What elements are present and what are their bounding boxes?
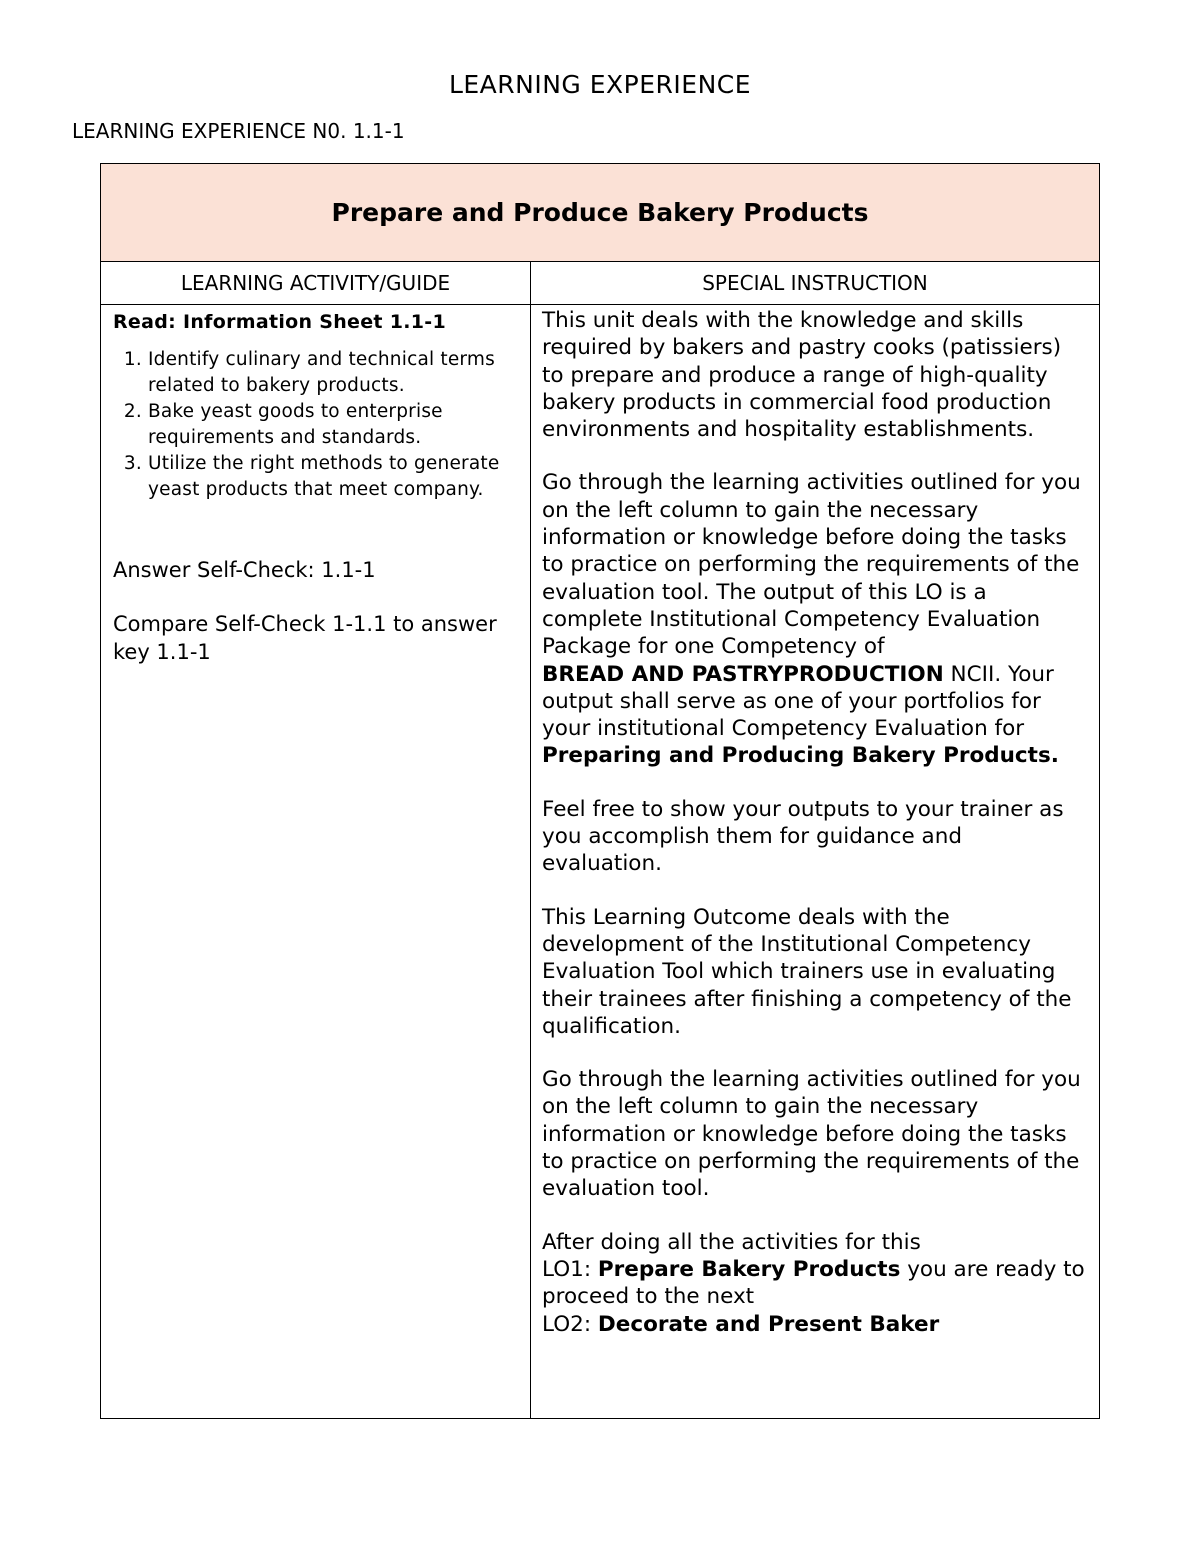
instruction-paragraph: This unit deals with the knowledge and skills required by bakers and pastry cooks (patissiers) to prepare and produce a range of high-quality bakery products in commercial food production environments and hospitality establishments. — [542, 308, 1062, 443]
compare-instruction: Compare Self-Check 1-1.1 to answer key 1.1-1 — [113, 612, 497, 664]
instruction-paragraph: Feel free to show your outputs to your trainer as you accomplish them for guidance and evaluation. — [542, 796, 1064, 877]
instruction-paragraph: This Learning Outcome deals with the development of the Institutional Competency Evaluation Tool which trainers use in evaluating their trainees after finishing a competency of the qualification. — [542, 904, 1072, 1039]
list-item: 3. Utilize the right methods to generate yeast products that meet company. — [148, 451, 518, 503]
activity-cell — [101, 305, 531, 1419]
list-item: 1. Identify culinary and technical terms related to bakery products. — [148, 347, 518, 399]
activity-list — [113, 347, 518, 503]
read-instruction: Read: Information Sheet 1.1-1 — [113, 311, 446, 333]
instruction-paragraph: After doing all the activities for this LO1: Prepare Bakery Products you are ready to proceed to the next LO2: Decorate and Present Baker — [542, 1229, 1085, 1337]
column-header-instruction: SPECIAL INSTRUCTION — [531, 262, 1100, 305]
instruction-cell — [531, 305, 1100, 1419]
table-header: Prepare and Produce Bakery Products — [101, 164, 1100, 262]
list-item: 2. Bake yeast goods to enterprise requirements and standards. — [148, 399, 518, 451]
self-check-instruction: Answer Self-Check: 1.1-1 — [113, 558, 376, 582]
document-title: LEARNING EXPERIENCE — [448, 70, 752, 99]
learning-experience-table — [100, 163, 1100, 1419]
instruction-paragraph: Go through the learning activities outlined for you on the left column to gain the necessary information or knowledge before doing the tasks to practice on performing the requirements of the evaluation tool. — [542, 1067, 1081, 1202]
instruction-paragraph: Go through the learning activities outlined for you on the left column to gain the necessary information or knowledge before doing the tasks to practice on performing the requirements of the evaluation tool. The output of this LO is a complete Institutional Competency Evaluation Package for one Competency of BREAD AND PASTRYPRODUCTION NCII. Your output shall serve as one of your portfolios for your institutional Competency Evaluation for Preparing and Producing Bakery Products. — [542, 470, 1081, 769]
document-subtitle: LEARNING EXPERIENCE N0. 1.1-1 — [72, 119, 405, 143]
column-header-activity: LEARNING ACTIVITY/GUIDE — [101, 262, 531, 305]
